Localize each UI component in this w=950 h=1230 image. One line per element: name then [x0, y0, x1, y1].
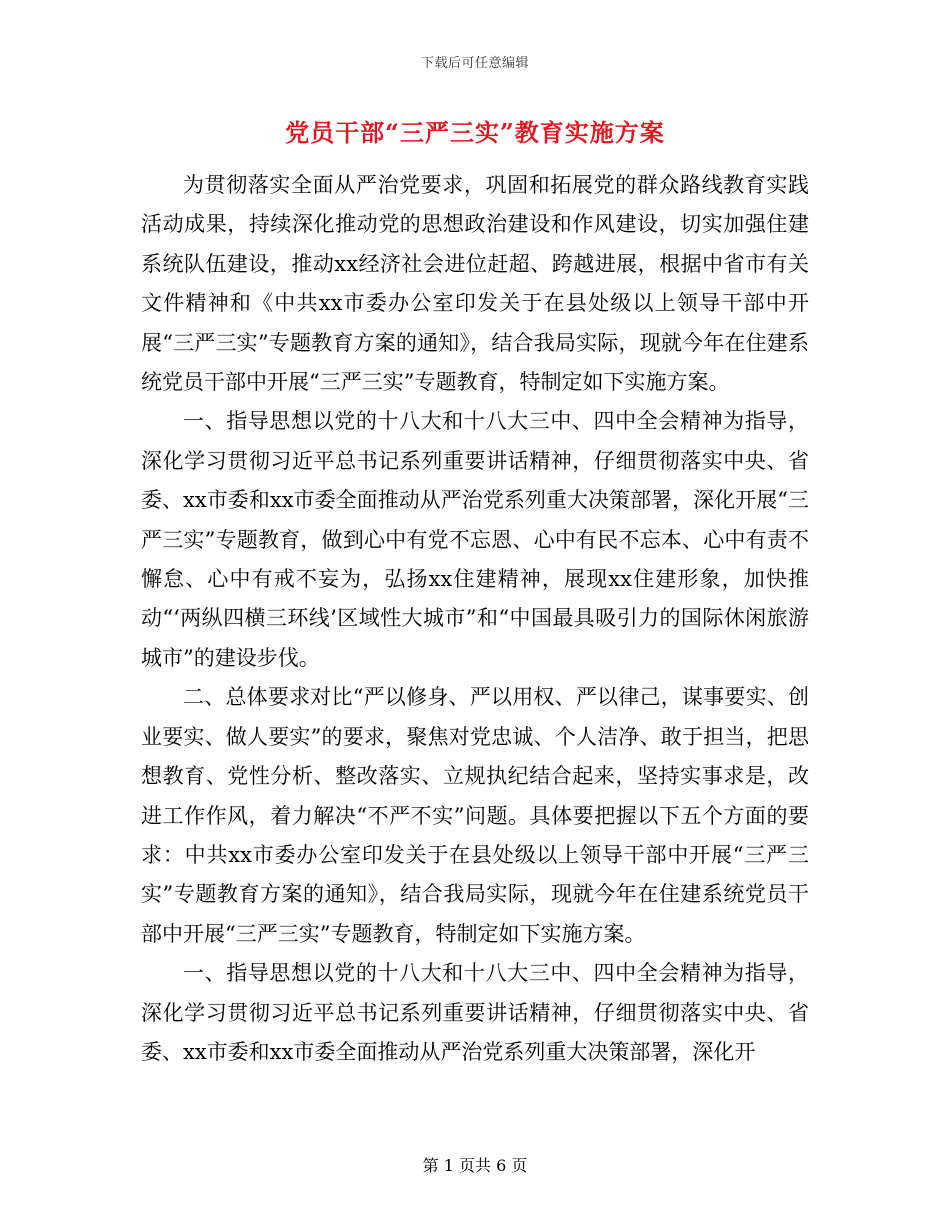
- document-title: 党员干部“三严三实”教育实施方案: [285, 118, 665, 147]
- paragraph-guiding-ideology-repeat: 一、指导思想以党的十八大和十八大三中、四中全会精神为指导，深化学习贯彻习近平总书记系列重要讲话精神，仔细贯彻落实中央、省委、xx市委和xx市委全面推动从严治党系列重大决策部署，深化开: [141, 961, 809, 1064]
- page-number: 第 1 页共 6 页: [422, 1156, 528, 1175]
- document-body: [141, 166, 809, 1072]
- paragraph-guiding-ideology: 一、指导思想以党的十八大和十八大三中、四中全会精神为指导，深化学习贯彻习近平总书记系列重要讲话精神，仔细贯彻落实中央、省委、xx市委和xx市委全面推动从严治党系列重大决策部署，深化开展“三严三实”专题教育，做到心中有党不忘恩、心中有民不忘本、心中有责不懈怠、心中有戒不妄为，弘扬xx住建精神，展现xx住建形象，加快推动“‘两纵四横三环线’区域性大城市”和“中国最具吸引力的国际休闲旅游城市”的建设步伐。: [141, 409, 809, 670]
- header-note: 下载后可任意编辑: [420, 56, 529, 71]
- paragraph-general-requirements: 二、总体要求对比“严以修身、严以用权、严以律己，谋事要实、创业要实、做人要实”的要求，聚焦对党忠诚、个人洁净、敢于担当，把思想教育、党性分析、整改落实、立规执纪结合起来，坚持实事求是，改进工作作风，着力解决“不严不实”问题。具体要把握以下五个方面的要求：中共xx市委办公室印发关于在县处级以上领导干部中开展“三严三实”专题教育方案的通知》，结合我局实际，现就今年在住建系统党员干部中开展“三严三实”专题教育，特制定如下实施方案。: [141, 685, 809, 946]
- paragraph-intro: 为贯彻落实全面从严治党要求，巩固和拓展党的群众路线教育实践活动成果，持续深化推动党的思想政治建设和作风建设，切实加强住建系统队伍建设，推动xx经济社会进位赶超、跨越进展，根据中省市有关文件精神和《中共xx市委办公室印发关于在县处级以上领导干部中开展“三严三实”专题教育方案的通知》，结合我局实际，现就今年在住建系统党员干部中开展“三严三实”专题教育，特制定如下实施方案。: [141, 173, 809, 395]
